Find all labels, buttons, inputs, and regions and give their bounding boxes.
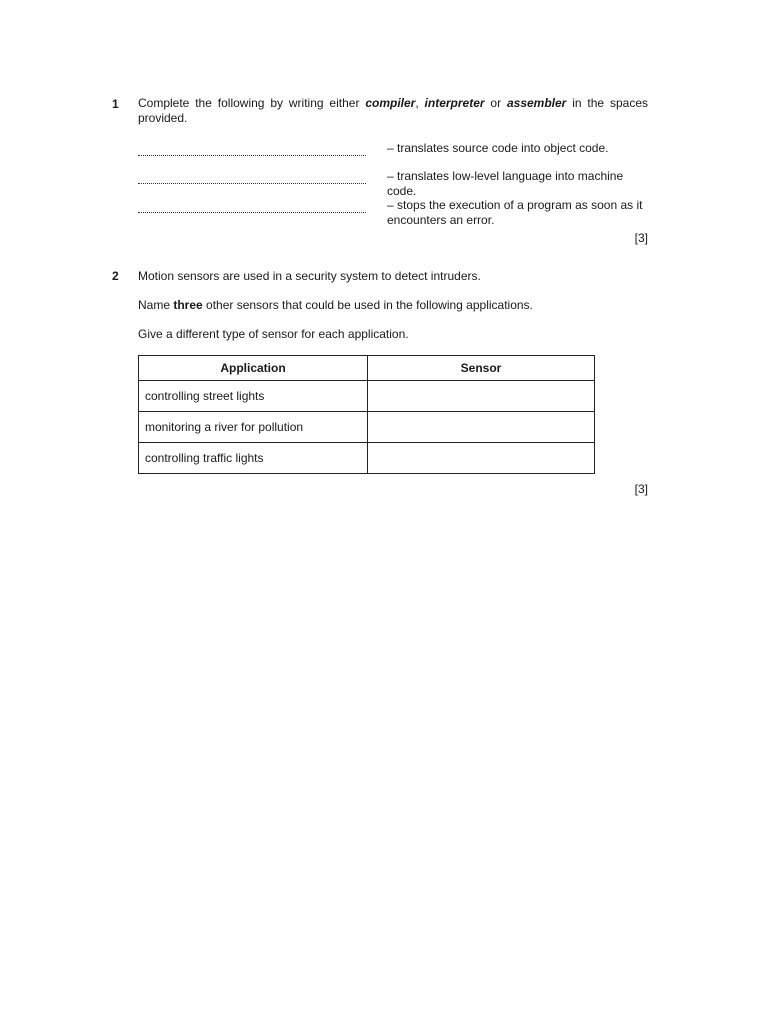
q2-line-2-text: Name [138,298,174,312]
answer-blank-2[interactable] [138,169,366,184]
table-header-row [139,356,595,381]
q1-row-2-description: – translates low-level language into machine code. [387,169,624,198]
application-cell: monitoring a river for pollution [139,412,368,443]
table-row [139,412,595,443]
sensor-answer-cell[interactable] [368,443,595,474]
q1-separator: , [415,96,425,110]
question-2-number: 2 [112,269,119,283]
emphasis-three: three [173,298,203,312]
keyword-compiler: compiler [365,96,416,110]
sensor-table [138,355,595,474]
question-2-line-3: Give a different type of sensor for each application. [138,327,409,341]
table-row [139,443,595,474]
q1-intro-text: in the spaces provided. [138,96,648,125]
q1-intro-text: Complete the following by writing either [138,96,366,110]
answer-blank-1[interactable] [138,141,366,156]
question-2-line-2 [138,298,533,313]
q1-row-1-description: – translates source code into object code. [387,141,609,155]
sensor-answer-cell[interactable] [368,412,595,443]
column-header-sensor: Sensor [368,356,595,381]
question-2-marks: [3] [634,482,648,496]
column-header-application: Application [139,356,368,381]
question-2-line-1: Motion sensors are used in a security system to detect intruders. [138,269,481,283]
keyword-assembler: assembler [506,96,567,110]
table-row [139,381,595,412]
keyword-interpreter: interpreter [424,96,485,110]
question-1-instruction [138,96,648,126]
sensor-answer-cell[interactable] [368,381,595,412]
question-1-marks: [3] [634,231,648,245]
application-cell: controlling street lights [139,381,368,412]
answer-blank-3[interactable] [138,198,366,213]
q1-row-3-description: – stops the execution of a program as soon as it encounters an error. [387,198,643,227]
q1-separator: or [484,96,507,110]
q2-line-2-text: other sensors that could be used in the following applications. [202,298,533,312]
question-1-number: 1 [112,97,119,111]
application-cell: controlling traffic lights [139,443,368,474]
